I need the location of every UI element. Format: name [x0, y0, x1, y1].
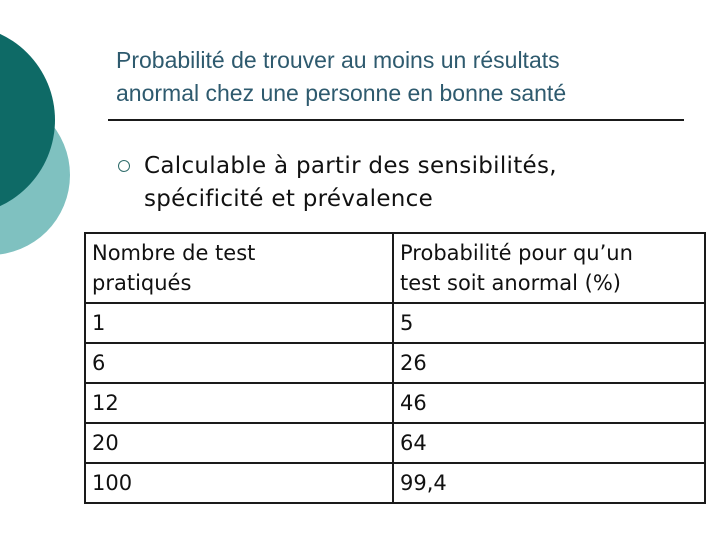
header-prob-line-1: Probabilité pour qu’un — [400, 241, 633, 265]
cell-probability: 26 — [393, 343, 705, 383]
cell-probability: 5 — [393, 303, 705, 343]
cell-tests: 6 — [85, 343, 393, 383]
cell-tests: 12 — [85, 383, 393, 423]
title-line-2: anormal chez une personne en bonne santé — [116, 80, 567, 106]
table-row — [85, 463, 705, 503]
bullet-line-1: Calculable à partir des sensibilités, — [144, 153, 557, 179]
table-row — [85, 343, 705, 383]
table-row — [85, 303, 705, 343]
cell-tests: 20 — [85, 423, 393, 463]
title-line-1: Probabilité de trouver au moins un résultats — [116, 47, 560, 73]
header-tests-line-2: pratiqués — [92, 271, 192, 295]
probability-table — [84, 232, 706, 504]
cell-tests: 100 — [85, 463, 393, 503]
table-row — [85, 423, 705, 463]
header-tests-count — [85, 233, 393, 303]
bullet-line-2: spécificité et prévalence — [144, 186, 434, 212]
header-probability — [393, 233, 705, 303]
table-header-row — [85, 233, 705, 303]
cell-probability: 46 — [393, 383, 705, 423]
slide-title — [116, 44, 696, 110]
header-tests-line-1: Nombre de test — [92, 241, 256, 265]
bullet-circle-icon — [118, 160, 130, 172]
header-prob-line-2: test soit anormal (%) — [400, 271, 622, 295]
cell-probability: 99,4 — [393, 463, 705, 503]
cell-tests: 1 — [85, 303, 393, 343]
bullet-text — [144, 150, 557, 216]
title-divider — [108, 119, 684, 121]
cell-probability: 64 — [393, 423, 705, 463]
table-row — [85, 383, 705, 423]
